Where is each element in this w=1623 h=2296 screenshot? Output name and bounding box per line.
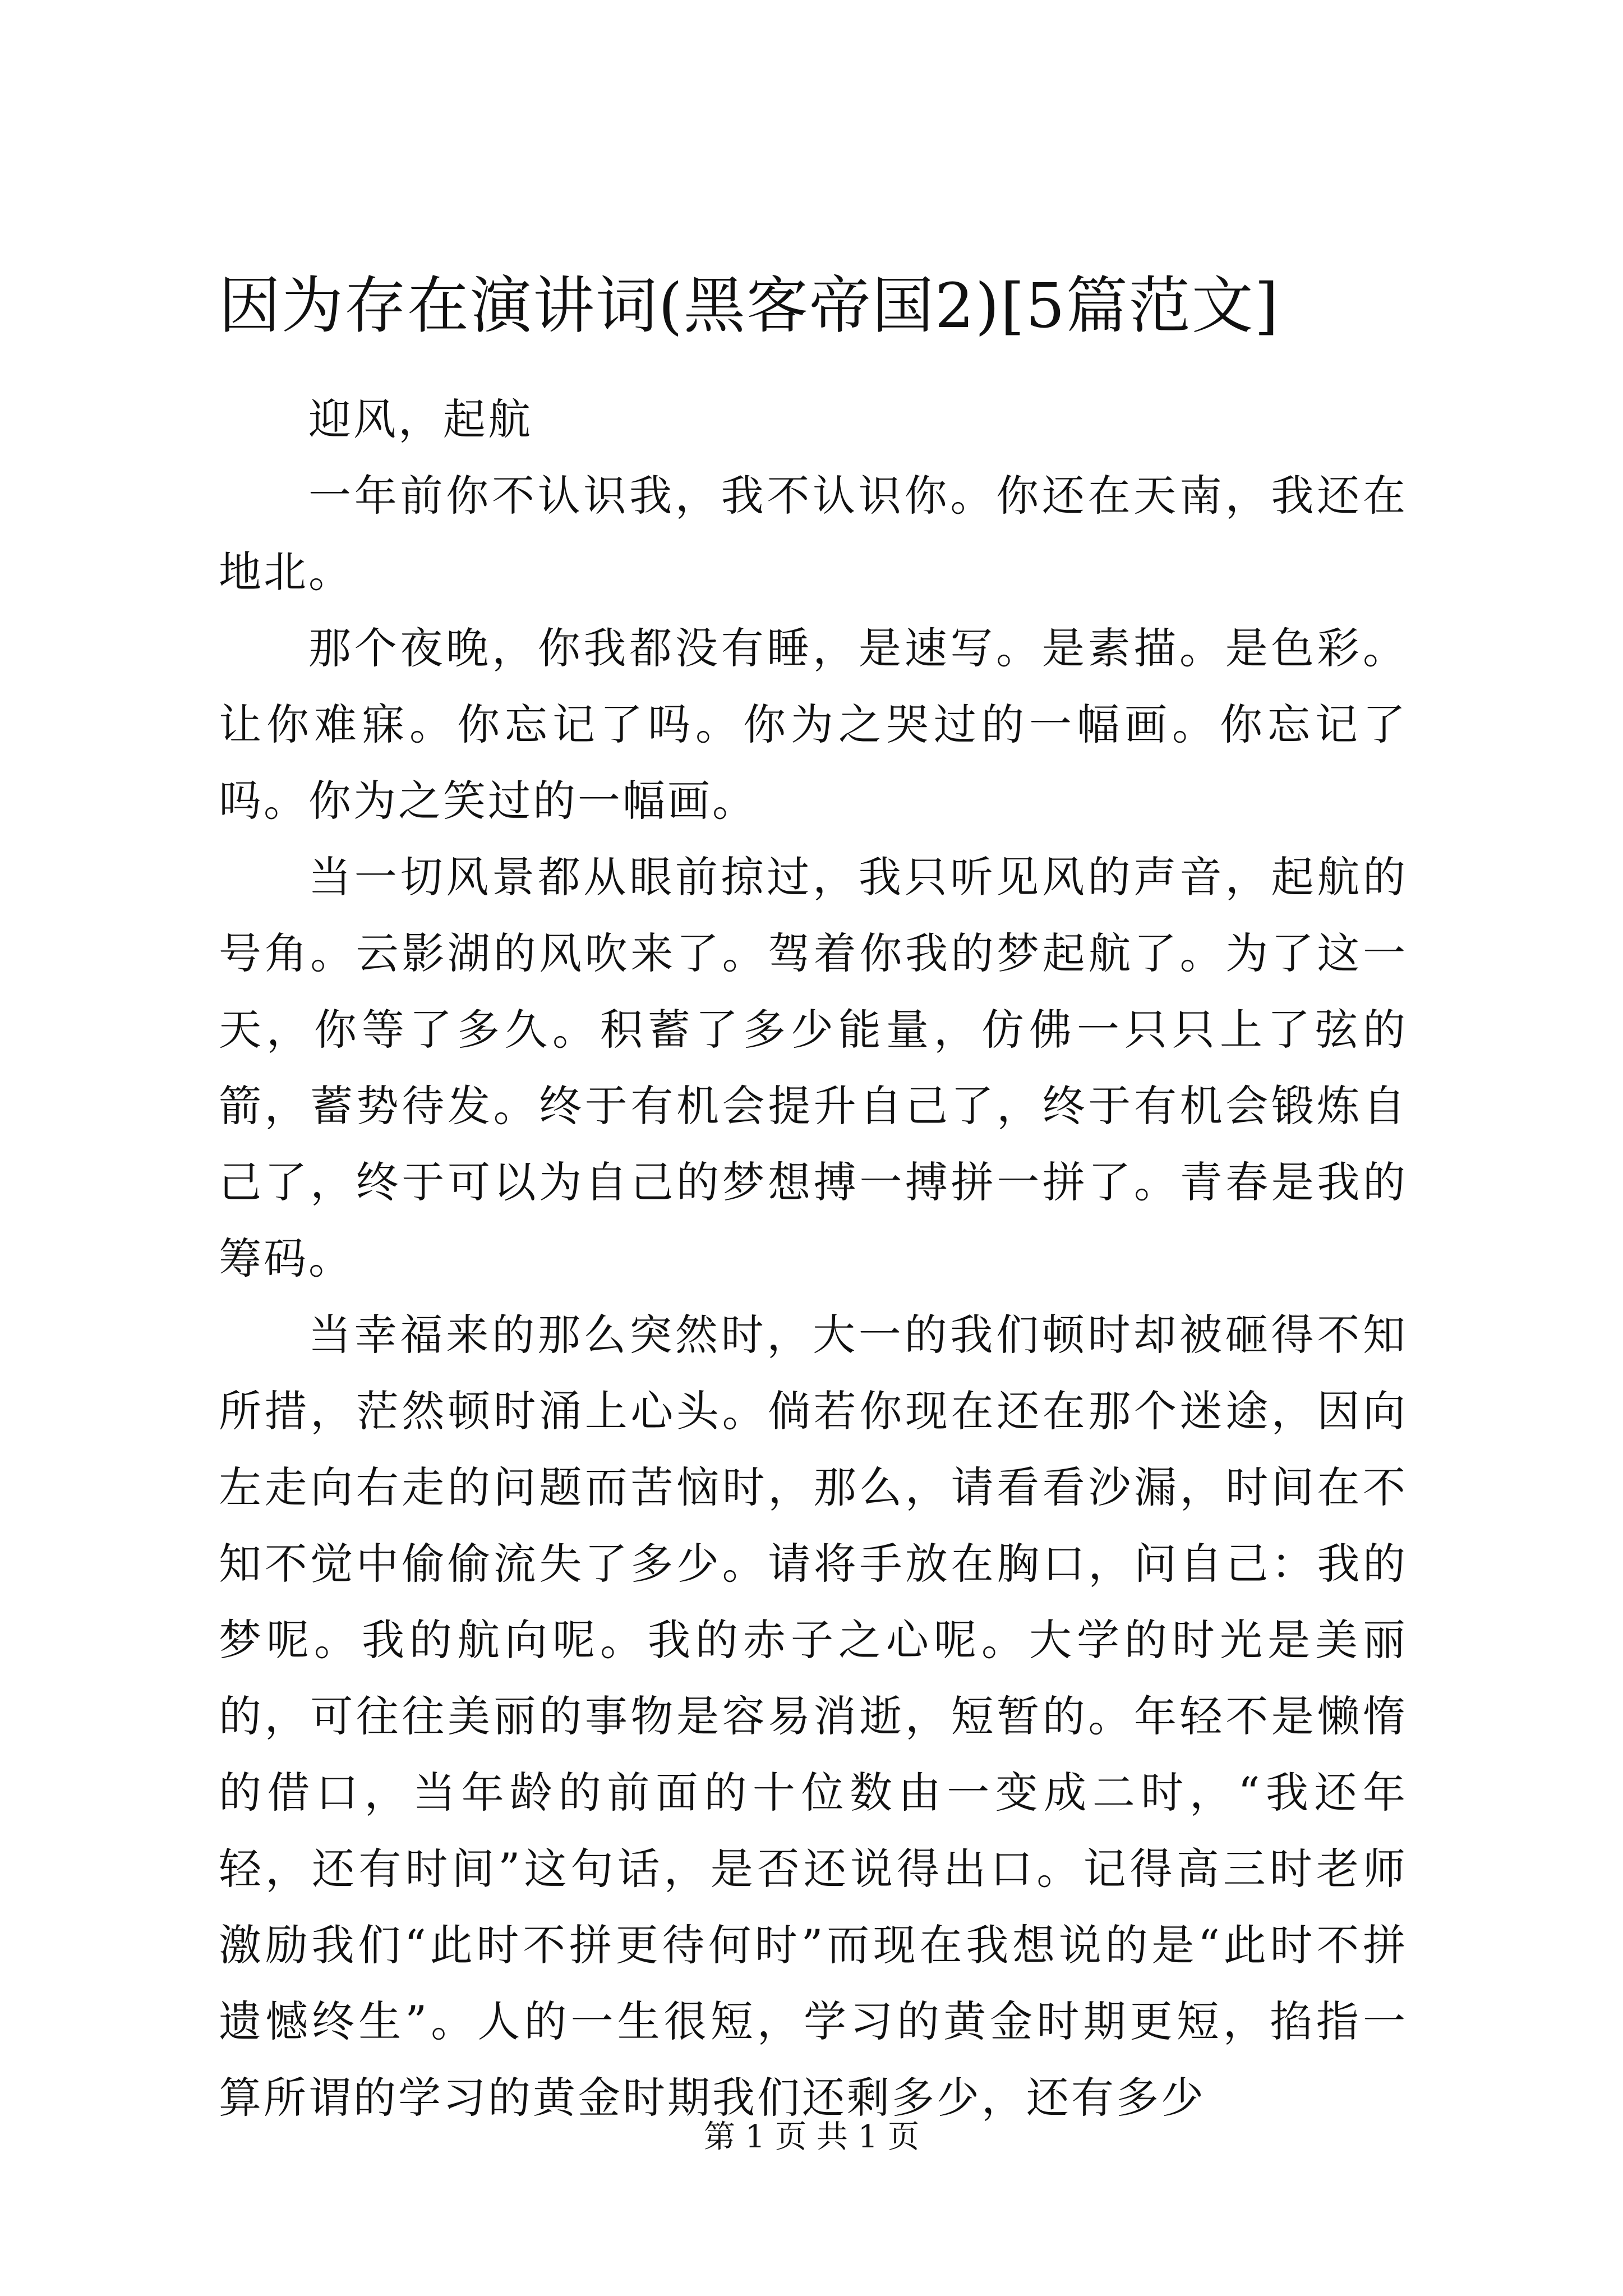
paragraph: 那个夜晚，你我都没有睡，是速写。是素描。是色彩。让你难寐。你忘记了吗。你为之哭过的一幅画。你忘记了吗。你为之笑过的一幅画。 bbox=[219, 623, 1408, 826]
page-footer: 第 1 页 共 1 页 bbox=[703, 2119, 920, 2155]
document-body bbox=[219, 381, 1408, 2136]
paragraph: 当一切风景都从眼前掠过，我只听见风的声音，起航的号角。云影湖的风吹来了。驾着你我的梦起航了。为了这一天，你等了多久。积蓄了多少能量，仿佛一只只上了弦的箭，蓄势待发。终于有机会提升自己了，终于有机会锻炼自己了，终于可以为自己的梦想搏一搏拼一拼了。青春是我的筹码。 bbox=[219, 852, 1408, 1283]
paragraph: 当幸福来的那么突然时，大一的我们顿时却被砸得不知所措，茫然顿时涌上心头。倘若你现在还在那个迷途，因向左走向右走的问题而苦恼时，那么，请看看沙漏，时间在不知不觉中偷偷流失了多少。请将手放在胸口，问自己：我的梦呢。我的航向呢。我的赤子之心呢。大学的时光是美丽的，可往往美丽的事物是容易消逝，短暂的。年轻不是懒惰的借口，当年龄的前面的十位数由一变成二时，“我还年轻，还有时间”这句话，是否还说得出口。记得高三时老师激励我们“此时不拼更待何时”而现在我想说的是“此时不拼遗憾终生”。人的一生很短，学习的黄金时期更短，掐指一算所谓的学习的黄金时期我们还剩多少，还有多少 bbox=[219, 1310, 1408, 2123]
document-title: 因为存在演讲词(黑客帝国2)[5篇范文] bbox=[219, 270, 1280, 342]
paragraph: 一年前你不认识我，我不认识你。你还在天南，我还在地北。 bbox=[219, 471, 1408, 597]
paragraph: 迎风，起航 bbox=[308, 394, 533, 444]
